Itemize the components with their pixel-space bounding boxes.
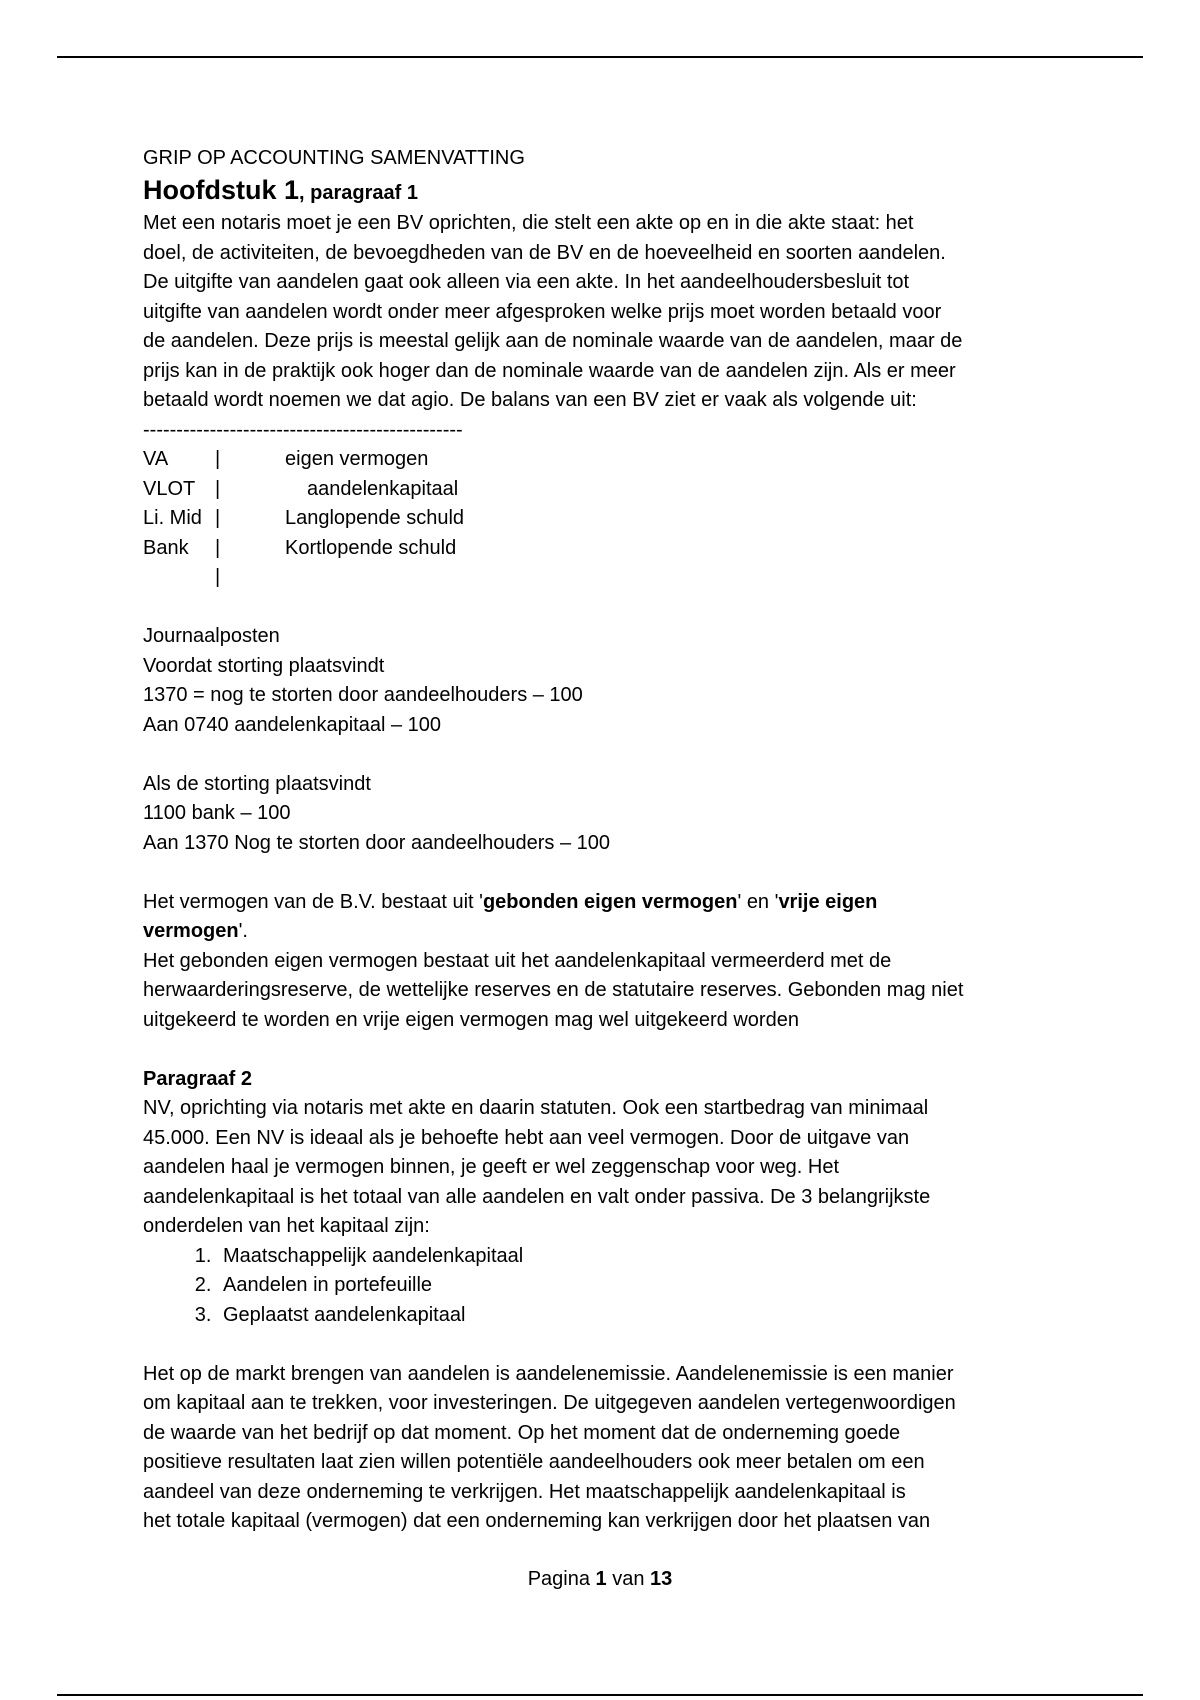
dash-divider: ------------------------------------------------: [143, 418, 463, 441]
text-line: doel, de activiteiten, de bevoegdheden van de BV en de hoeveelheid en soorten aandelen.: [143, 241, 946, 264]
footer-current-page: 1: [595, 1568, 607, 1590]
section-title: , paragraaf 1: [299, 182, 418, 204]
balance-liability: Langlopende schuld: [285, 507, 465, 529]
balance-row: [143, 534, 1063, 564]
text-run: '.: [238, 920, 248, 942]
chapter-title: Hoofdstuk 1: [143, 175, 300, 205]
text-line: de aandelen. Deze prijs is meestal gelijk aan de nominale waarde van de aandelen, maar de: [143, 330, 963, 352]
vermogen-paragraph: [143, 888, 1063, 1036]
text-line: NV, oprichting via notaris met akte en daarin statuten. Ook een startbedrag van minimaal: [143, 1097, 929, 1119]
balance-row: [143, 475, 1063, 505]
emissie-paragraph: [143, 1360, 1063, 1537]
text-line: aandelenkapitaal is het totaal van alle aandelen en valt onder passiva. De 3 belangrijkste: [143, 1185, 931, 1208]
document-body: [143, 146, 1063, 1537]
text-line: betaald wordt noemen we dat agio. De balans van een BV ziet er vaak als volgende uit:: [143, 389, 917, 411]
balance-asset: Li. Mid: [143, 507, 202, 529]
balance-asset: [143, 563, 215, 593]
page-footer: [0, 1568, 1200, 1591]
journal-line: Aan 1370 Nog te storten door aandeelhouders – 100: [143, 831, 611, 854]
footer-van: van: [612, 1568, 645, 1590]
journal-line: 1100 bank – 100: [143, 802, 291, 824]
paragraph-2-title: Paragraaf 2: [143, 1067, 252, 1090]
balance-asset: Bank: [143, 536, 189, 559]
balance-separator: |: [215, 448, 221, 470]
text-line: herwaarderingsreserve, de wettelijke reserves en de statutaire reserves. Gebonden mag niet: [143, 979, 964, 1001]
journal-section: [143, 622, 1063, 740]
balance-asset: VLOT: [143, 477, 196, 500]
balance-asset: VA: [143, 448, 169, 470]
text-line: om kapitaal aan te trekken, voor investeringen. De uitgegeven aandelen vertegenwoordigen: [143, 1392, 956, 1414]
list-item: 1. Maatschappelijk aandelenkapitaal: [217, 1242, 1063, 1272]
text-line: uitgekeerd te worden en vrije eigen vermogen mag wel uitgekeerd worden: [143, 1008, 799, 1031]
text-line: Met een notaris moet je een BV oprichten, die stelt een akte op en in die akte staat: het: [143, 212, 914, 234]
balance-sheet: [143, 445, 1063, 593]
text-line: Het gebonden eigen vermogen bestaat uit het aandelenkapitaal vermeerderd met de: [143, 949, 892, 972]
balance-liability: aandelenkapitaal: [307, 477, 459, 500]
list-item: 2. Aandelen in portefeuille: [217, 1271, 1063, 1301]
balance-liability: Kortlopende schuld: [285, 536, 457, 559]
text-line: [143, 888, 1063, 918]
text-line: aandelen haal je vermogen binnen, je geeft er wel zeggenschap voor weg. Het: [143, 1156, 840, 1178]
balance-liability: [285, 563, 1063, 593]
bold-term: vermogen: [143, 920, 239, 942]
text-line: uitgifte van aandelen wordt onder meer afgesproken welke prijs moet worden betaald voor: [143, 300, 942, 323]
kapitaal-list: [143, 1242, 1063, 1331]
journal-line: 1370 = nog te storten door aandeelhouders – 100: [143, 684, 583, 706]
text-line: prijs kan in de praktijk ook hoger dan de nominale waarde van de aandelen zijn. Als er meer: [143, 359, 956, 382]
journal-title: Journaalposten: [143, 625, 280, 647]
list-item: 3. Geplaatst aandelenkapitaal: [217, 1301, 1063, 1331]
balance-liability: eigen vermogen: [285, 448, 429, 470]
intro-paragraph: [143, 209, 1063, 416]
balance-separator: |: [215, 566, 221, 588]
text-run: ' en ': [737, 890, 779, 913]
text-line: het totale kapitaal (vermogen) dat een onderneming kan verkrijgen door het plaatsen van: [143, 1510, 931, 1532]
document-header: GRIP OP ACCOUNTING SAMENVATTING: [143, 147, 525, 169]
text-line: [143, 917, 1063, 947]
balance-row: [143, 445, 1063, 475]
journal-section-2: [143, 770, 1063, 859]
balance-row: [143, 504, 1063, 534]
text-line: positieve resultaten laat zien willen potentiële aandeelhouders ook meer betalen om een: [143, 1451, 925, 1473]
text-line: aandeel van deze onderneming te verkrijgen. Het maatschappelijk aandelenkapitaal is: [143, 1480, 906, 1503]
top-rule: [57, 56, 1143, 58]
balance-separator: |: [215, 507, 221, 529]
text-run: Het vermogen van de B.V. bestaat uit ': [143, 890, 483, 913]
balance-row: [143, 563, 1063, 593]
bottom-rule: [57, 1694, 1143, 1696]
bold-term: gebonden eigen vermogen: [482, 890, 738, 913]
chapter-heading: [143, 174, 1063, 209]
text-line: De uitgifte van aandelen gaat ook alleen via een akte. In het aandeelhoudersbesluit tot: [143, 271, 910, 293]
journal-line: Als de storting plaatsvindt: [143, 772, 371, 795]
footer-pagina: Pagina: [527, 1568, 590, 1590]
journal-line: Voordat storting plaatsvindt: [143, 654, 385, 677]
text-line: de waarde van het bedrijf op dat moment. Op het moment dat de onderneming goede: [143, 1421, 901, 1444]
text-line: Het op de markt brengen van aandelen is aandelenemissie. Aandelenemissie is een manier: [143, 1362, 954, 1385]
journal-line: Aan 0740 aandelenkapitaal – 100: [143, 713, 442, 736]
balance-separator: |: [215, 536, 221, 559]
text-line: 45.000. Een NV is ideaal als je behoefte hebt aan veel vermogen. Door de uitgave van: [143, 1126, 910, 1149]
balance-separator: |: [215, 477, 221, 500]
paragraph-2: [143, 1065, 1063, 1242]
text-line: onderdelen van het kapitaal zijn:: [143, 1215, 430, 1237]
bold-term: vrije eigen: [778, 890, 878, 913]
footer-total-pages: 13: [650, 1568, 673, 1590]
